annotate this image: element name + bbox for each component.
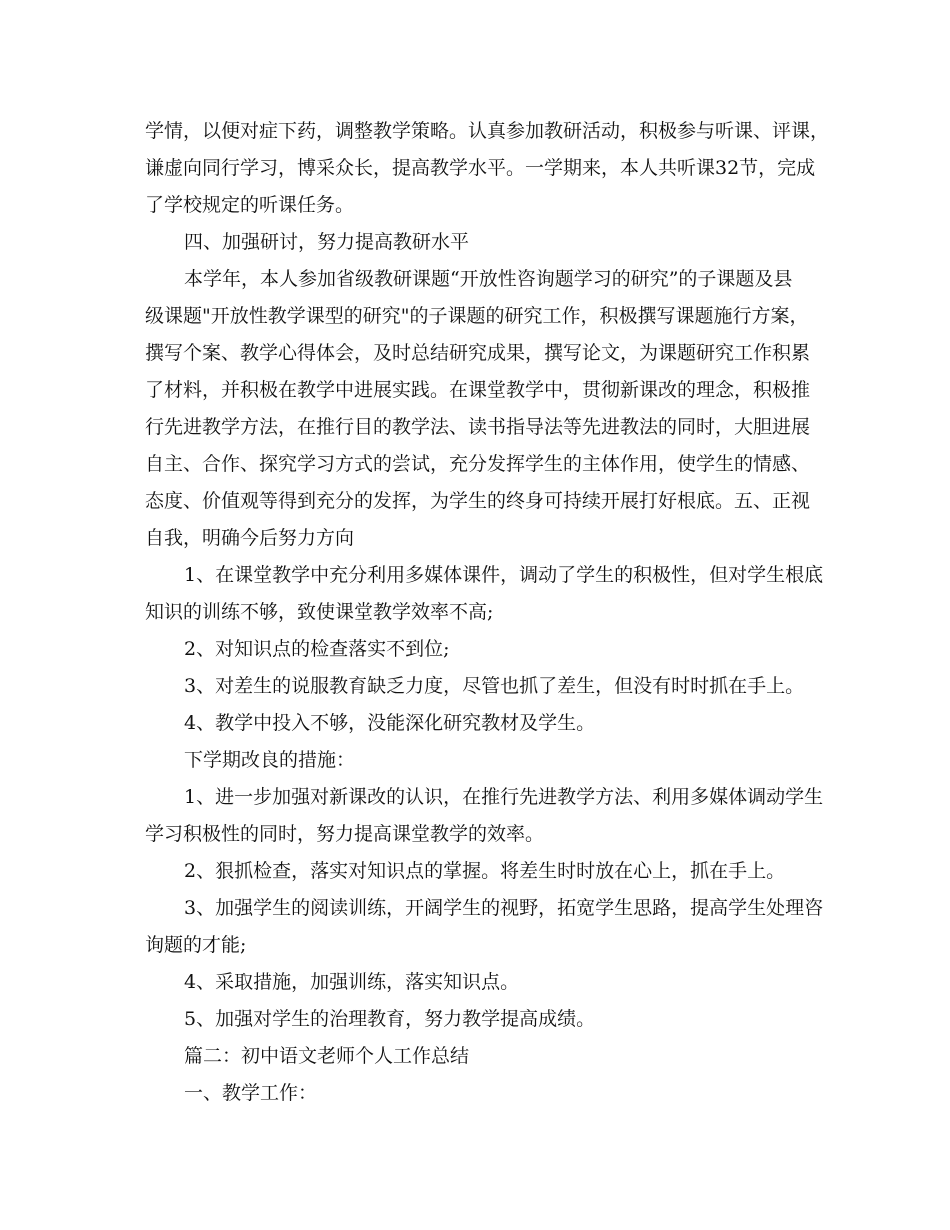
text-line: 知识的训练不够，致使课堂教学效率不高;: [145, 601, 494, 623]
text-line: 5、加强对学生的治理教育，努力教学提高成绩。: [184, 1008, 596, 1030]
text-line: 撰写个案、教学心得体会，及时总结研究成果，撰写论文，为课题研究工作积累: [145, 342, 811, 364]
text-line: 1、在课堂教学中充分利用多媒体课件，调动了学生的积极性，但对学生根底: [184, 564, 824, 586]
text-line: 谦虚向同行学习，博采众长，提高教学水平。一学期来，本人共听课32节，完成: [145, 157, 816, 179]
text-line: 行先进教学方法，在推行目的教学法、读书指导法等先进教法的同时，大胆进展: [145, 416, 811, 438]
section-heading: 四、加强研讨，努力提高教研水平: [184, 231, 470, 253]
text-line: 学情，以便对症下药，调整教学策略。认真参加教研活动，积极参与听课、评课，: [145, 120, 830, 142]
text-line: 2、对知识点的检查落实不到位;: [184, 638, 450, 660]
text-line: 本学年，本人参加省级教研课题“开放性咨询题学习的研究”的子课题及县: [184, 268, 793, 290]
text-line: 学习积极性的同时，努力提高课堂教学的效率。: [145, 823, 545, 845]
text-line: 3、加强学生的阅读训练，开阔学生的视野，拓宽学生思路，提高学生处理咨: [184, 897, 824, 919]
text-line: 4、采取措施，加强训练，落实知识点。: [184, 971, 520, 993]
section-heading: 下学期改良的措施：: [184, 749, 356, 771]
section-heading: 篇二：初中语文老师个人工作总结: [184, 1045, 470, 1067]
section-heading: 一、教学工作：: [184, 1082, 318, 1104]
text-line: 自主、合作、探究学习方式的尝试，充分发挥学生的主体作用，使学生的情感、: [145, 453, 811, 475]
text-line: 询题的才能;: [145, 934, 247, 956]
text-line: 2、狠抓检查，落实对知识点的掌握。将差生时时放在心上，抓在手上。: [184, 860, 786, 882]
text-line: 3、对差生的说服教育缺乏力度，尽管也抓了差生，但没有时时抓在手上。: [184, 675, 805, 697]
text-line: 自我，明确今后努力方向: [145, 527, 355, 549]
text-line: 态度、价值观等得到充分的发挥，为学生的终身可持续开展打好根底。五、正视: [145, 490, 811, 512]
text-line: 了学校规定的听课任务。: [145, 194, 355, 216]
text-line: 了材料，并积极在教学中进展实践。在课堂教学中，贯彻新课改的理念，积极推: [145, 379, 811, 401]
text-line: 1、进一步加强对新课改的认识，在推行先进教学方法、利用多媒体调动学生: [184, 786, 824, 808]
text-line: 4、教学中投入不够，没能深化研究教材及学生。: [184, 712, 596, 734]
text-line: 级课题"开放性教学课型的研究"的子课题的研究工作，积极撰写课题施行方案，: [145, 305, 809, 327]
